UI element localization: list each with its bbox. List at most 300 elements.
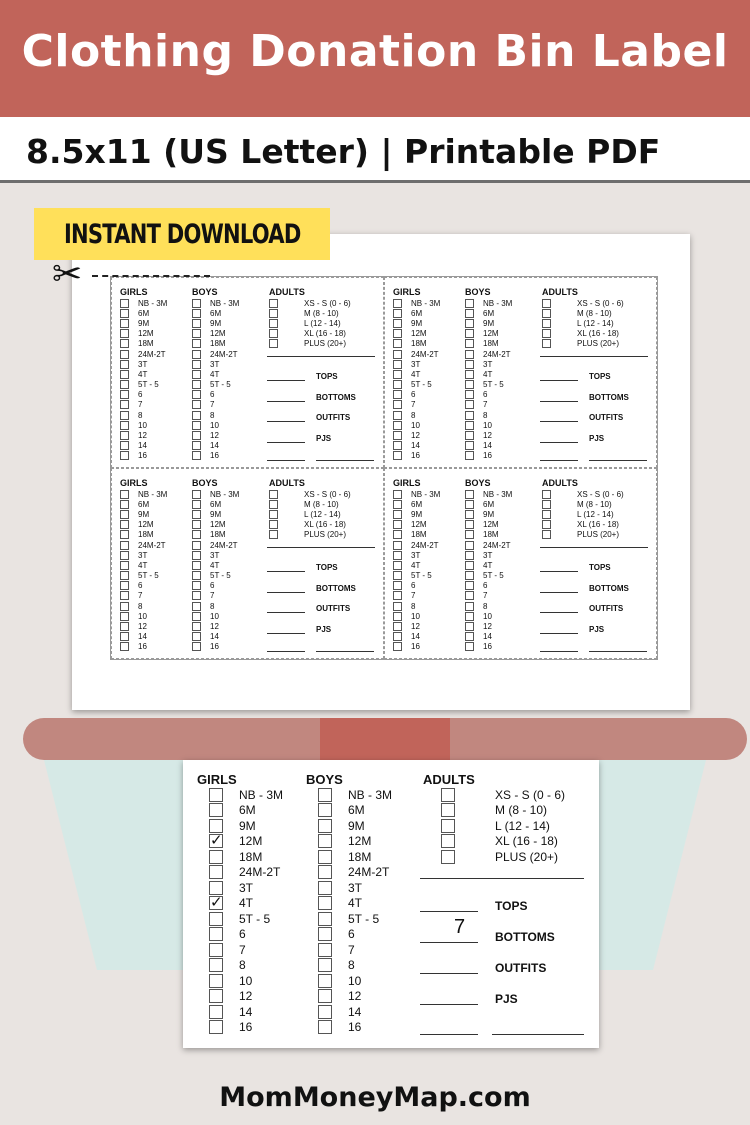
- checkbox: [192, 622, 201, 631]
- size-label: XL (16 - 18): [495, 834, 558, 849]
- size-row: [120, 489, 167, 499]
- checkbox: [120, 431, 129, 440]
- size-row: [465, 509, 512, 519]
- size-row: [465, 308, 512, 318]
- size-label: 16: [411, 451, 420, 461]
- adult-size-row: [269, 308, 351, 318]
- checkbox: [120, 451, 129, 460]
- printable-sheet-preview: [72, 234, 690, 710]
- checkbox: [393, 441, 402, 450]
- size-row: [192, 550, 239, 560]
- count-line: [267, 421, 305, 422]
- count-line: [540, 442, 578, 443]
- checkbox: [465, 632, 474, 641]
- checkbox: [318, 865, 332, 879]
- size-row: [318, 849, 371, 865]
- size-row: [318, 818, 365, 834]
- write-line: [316, 651, 374, 652]
- size-label: PLUS (20+): [495, 849, 559, 864]
- checkbox: [318, 819, 332, 833]
- checkbox: [465, 350, 474, 359]
- checkbox: [192, 360, 201, 369]
- size-label: 14: [411, 632, 420, 642]
- size-label: 14: [138, 632, 147, 642]
- size-label: 9M: [239, 818, 256, 833]
- size-row: [192, 441, 239, 451]
- size-label: 5T - 5: [411, 571, 432, 581]
- size-row: [393, 430, 440, 440]
- checkbox: [465, 520, 474, 529]
- size-label: 10: [138, 611, 147, 621]
- checkbox: [318, 943, 332, 957]
- footer-site: MomMoneyMap.com: [219, 1082, 531, 1113]
- checkbox: [465, 390, 474, 399]
- size-row: [192, 308, 239, 318]
- size-label: 9M: [483, 509, 495, 519]
- size-row: [393, 359, 440, 369]
- checkbox: [269, 490, 278, 499]
- checkbox: [393, 360, 402, 369]
- size-label: 18M: [411, 339, 427, 349]
- checkbox: [393, 451, 402, 460]
- checkbox: [465, 451, 474, 460]
- size-label: 12M: [210, 329, 226, 339]
- checkbox: [318, 927, 332, 941]
- size-label: NB - 3M: [138, 489, 168, 499]
- size-label: 6: [348, 927, 355, 942]
- size-label: 3T: [348, 880, 363, 895]
- checkbox: [120, 561, 129, 570]
- size-label: 24M-2T: [411, 540, 439, 550]
- count-line: [540, 633, 578, 634]
- boys-header: BOYS: [192, 478, 218, 488]
- checkbox: [120, 581, 129, 590]
- size-row: [192, 349, 239, 359]
- category-label: OUTFITS: [495, 961, 547, 975]
- size-row: [120, 329, 167, 339]
- size-label: 24M-2T: [483, 540, 511, 550]
- size-row: [393, 369, 440, 379]
- size-label: 9M: [411, 318, 423, 328]
- size-label: 10: [138, 420, 147, 430]
- girls-header: GIRLS: [393, 287, 421, 297]
- size-label: 18M: [138, 530, 154, 540]
- size-label: 24M-2T: [239, 865, 281, 880]
- size-row: [192, 642, 239, 652]
- size-label: 7: [348, 942, 355, 957]
- size-row: [465, 530, 512, 540]
- size-label: 4T: [210, 369, 220, 379]
- size-label: 6: [483, 390, 488, 400]
- category-label: OUTFITS: [589, 413, 624, 422]
- size-row: [120, 520, 167, 530]
- size-label: 10: [239, 973, 253, 988]
- size-label: 16: [483, 642, 492, 652]
- size-row: [120, 339, 167, 349]
- size-row: [318, 834, 371, 850]
- checkbox: [120, 339, 129, 348]
- adult-size-row: [542, 530, 624, 540]
- checkbox: [465, 551, 474, 560]
- size-label: 24M-2T: [138, 349, 166, 359]
- write-line: [540, 547, 648, 548]
- count-line: [540, 571, 578, 572]
- size-label: 16: [210, 451, 219, 461]
- checkbox: [393, 541, 402, 550]
- size-row: [120, 540, 167, 550]
- size-row: [393, 591, 440, 601]
- checkbox: [192, 490, 201, 499]
- size-row: [465, 642, 512, 652]
- checkbox: [393, 591, 402, 600]
- adult-size-row: [542, 298, 624, 308]
- size-row: [209, 880, 253, 896]
- checkbox: [192, 400, 201, 409]
- size-row: [318, 911, 379, 927]
- size-label: 14: [210, 632, 219, 642]
- write-line: [267, 547, 375, 548]
- size-row: [465, 349, 512, 359]
- size-row: [393, 621, 440, 631]
- size-row: [465, 611, 512, 621]
- checkbox: [393, 370, 402, 379]
- size-label: NB - 3M: [138, 298, 168, 308]
- size-label: 12M: [483, 520, 499, 530]
- size-row: [209, 834, 262, 850]
- size-row: [120, 318, 167, 328]
- size-label: 14: [210, 441, 219, 451]
- size-label: 6M: [138, 499, 150, 509]
- size-row: [393, 318, 440, 328]
- checkbox: [269, 309, 278, 318]
- size-label: 16: [138, 642, 147, 652]
- adults-header: ADULTS: [423, 772, 475, 787]
- size-row: [393, 540, 440, 550]
- size-label: 16: [239, 1020, 253, 1035]
- size-label: 6: [239, 927, 246, 942]
- girls-header: GIRLS: [120, 287, 148, 297]
- size-label: 3T: [138, 359, 148, 369]
- checkbox: [542, 309, 551, 318]
- size-label: 8: [210, 601, 215, 611]
- size-label: 5T - 5: [483, 380, 504, 390]
- adult-size-row: [542, 509, 624, 519]
- checkbox: [393, 612, 402, 621]
- checkbox: [120, 541, 129, 550]
- size-label: 9M: [348, 818, 365, 833]
- size-label: 3T: [483, 359, 493, 369]
- category-label: PJS: [495, 992, 518, 1006]
- adult-size-row: [441, 787, 565, 803]
- size-row: [393, 560, 440, 570]
- count-line: [540, 421, 578, 422]
- size-label: 5T - 5: [239, 911, 271, 926]
- count-line: [420, 1004, 478, 1005]
- count-line: [267, 571, 305, 572]
- size-label: 10: [483, 611, 492, 621]
- size-row: [465, 430, 512, 440]
- checkbox: [269, 299, 278, 308]
- boys-size-column: [465, 278, 512, 461]
- size-label: 10: [210, 420, 219, 430]
- checkbox: [192, 309, 201, 318]
- count-line: [267, 612, 305, 613]
- checkbox: [393, 309, 402, 318]
- size-row: [192, 621, 239, 631]
- checkbox: [465, 431, 474, 440]
- size-row: [192, 390, 239, 400]
- size-label: 9M: [138, 509, 150, 519]
- checkbox: [192, 571, 201, 580]
- checkbox: [465, 329, 474, 338]
- size-label: 3T: [411, 359, 421, 369]
- size-row: [209, 849, 262, 865]
- checkbox: [441, 819, 455, 833]
- size-label: 12: [138, 431, 147, 441]
- size-label: 3T: [239, 880, 254, 895]
- girls-header: GIRLS: [393, 478, 421, 488]
- size-label: 16: [138, 451, 147, 461]
- size-label: NB - 3M: [348, 787, 393, 802]
- size-label: XS - S (0 - 6): [577, 489, 624, 499]
- size-label: 10: [411, 611, 420, 621]
- checkbox: [192, 390, 201, 399]
- girls-header: GIRLS: [197, 772, 237, 787]
- checkbox: [393, 551, 402, 560]
- size-row: [318, 787, 392, 803]
- size-label: NB - 3M: [239, 787, 284, 802]
- category-label: BOTTOMS: [589, 392, 629, 402]
- size-row: [393, 601, 440, 611]
- page-title: Clothing Donation Bin Label: [21, 26, 729, 77]
- size-label: L (12 - 14): [495, 818, 550, 833]
- checkbox: [192, 350, 201, 359]
- checkmark-icon: ✓: [210, 894, 223, 912]
- size-label: 12M: [239, 834, 263, 849]
- category-label: OUTFITS: [316, 413, 351, 422]
- checkbox: [393, 400, 402, 409]
- size-row: [393, 571, 440, 581]
- size-label: 4T: [348, 896, 363, 911]
- adults-header: ADULTS: [542, 287, 578, 297]
- size-row: [192, 581, 239, 591]
- size-label: 6: [483, 581, 488, 591]
- size-label: 6M: [348, 803, 365, 818]
- checkbox: [318, 803, 332, 817]
- size-row: [318, 1020, 361, 1036]
- checkbox: [120, 380, 129, 389]
- size-row: [393, 642, 440, 652]
- checkbox: [465, 411, 474, 420]
- size-label: 8: [138, 410, 143, 420]
- size-label: 5T - 5: [210, 380, 231, 390]
- checkbox: [441, 834, 455, 848]
- size-row: [393, 632, 440, 642]
- size-label: 12: [138, 622, 147, 632]
- boys-header: BOYS: [465, 478, 491, 488]
- girls-size-column: [393, 469, 440, 652]
- size-label: XL (16 - 18): [304, 520, 346, 530]
- size-row: [192, 298, 239, 308]
- size-label: 18M: [210, 530, 226, 540]
- checkbox: [192, 339, 201, 348]
- girls-header: GIRLS: [120, 478, 148, 488]
- size-label: 14: [239, 1004, 253, 1019]
- size-row: [120, 349, 167, 359]
- size-label: 7: [239, 942, 246, 957]
- write-line: [540, 460, 578, 461]
- size-label: 6: [210, 390, 215, 400]
- checkbox: [465, 421, 474, 430]
- size-row: [465, 571, 512, 581]
- checkbox: [120, 329, 129, 338]
- category-label: TOPS: [589, 563, 611, 572]
- checkbox: [393, 642, 402, 651]
- size-row: [192, 499, 239, 509]
- checkbox: [393, 602, 402, 611]
- size-row: [192, 339, 239, 349]
- size-label: 4T: [411, 369, 421, 379]
- checkbox: [465, 612, 474, 621]
- checkbox: [318, 834, 332, 848]
- checkbox: [393, 490, 402, 499]
- write-line: [267, 356, 375, 357]
- size-row: [209, 942, 246, 958]
- category-label: BOTTOMS: [316, 583, 356, 593]
- size-row: [465, 591, 512, 601]
- checkbox: [393, 329, 402, 338]
- checkbox: [209, 1020, 223, 1034]
- size-row: [393, 329, 440, 339]
- size-row: [209, 1004, 252, 1020]
- size-row: [120, 611, 167, 621]
- checkbox: [393, 530, 402, 539]
- category-label: PJS: [316, 624, 332, 634]
- checkbox: [393, 380, 402, 389]
- checkbox: [120, 500, 129, 509]
- size-row: [465, 601, 512, 611]
- size-row: [192, 489, 239, 499]
- size-label: 6: [138, 581, 143, 591]
- write-line: [420, 878, 584, 879]
- checkbox: [441, 850, 455, 864]
- checkbox: [465, 591, 474, 600]
- checkbox: [393, 299, 402, 308]
- size-label: M (8 - 10): [495, 803, 548, 818]
- checkbox: [209, 865, 223, 879]
- size-label: 14: [483, 632, 492, 642]
- size-label: 5T - 5: [210, 571, 231, 581]
- checkbox: [318, 788, 332, 802]
- size-row: [120, 451, 167, 461]
- size-label: 8: [411, 410, 416, 420]
- checkbox: [542, 319, 551, 328]
- count-line: [267, 380, 305, 381]
- checkbox: [192, 380, 201, 389]
- adult-size-row: [542, 329, 624, 339]
- checkbox: [465, 339, 474, 348]
- scissors-icon: ✂: [52, 253, 83, 294]
- size-label: 8: [483, 601, 488, 611]
- bottoms-count: 7: [454, 916, 466, 938]
- checkbox: [393, 339, 402, 348]
- checkbox: [192, 551, 201, 560]
- checkbox: [465, 561, 474, 570]
- size-row: [393, 611, 440, 621]
- size-row: [318, 896, 362, 912]
- size-row: [192, 380, 239, 390]
- boys-header: BOYS: [192, 287, 218, 297]
- write-line: [589, 460, 647, 461]
- size-label: XS - S (0 - 6): [577, 298, 624, 308]
- size-label: 12: [411, 622, 420, 632]
- checkbox: [192, 510, 201, 519]
- size-label: XS - S (0 - 6): [304, 489, 351, 499]
- size-row: [393, 520, 440, 530]
- size-label: 24M-2T: [348, 865, 390, 880]
- checkbox: [120, 642, 129, 651]
- size-label: 8: [239, 958, 246, 973]
- size-row: [120, 380, 167, 390]
- checkbox: [269, 329, 278, 338]
- checkbox: [465, 441, 474, 450]
- adult-size-row: [542, 308, 624, 318]
- checkbox: [120, 612, 129, 621]
- size-label: XS - S (0 - 6): [495, 787, 566, 802]
- size-label: M (8 - 10): [304, 499, 339, 509]
- checkbox: [120, 530, 129, 539]
- checkbox: [465, 622, 474, 631]
- checkbox: [192, 591, 201, 600]
- size-label: 4T: [239, 896, 254, 911]
- size-row: [192, 611, 239, 621]
- size-row: [393, 441, 440, 451]
- checkbox: [192, 319, 201, 328]
- checkbox: [393, 431, 402, 440]
- checkbox: [542, 299, 551, 308]
- size-row: [393, 451, 440, 461]
- checkbox: [209, 927, 223, 941]
- size-label: 5T - 5: [411, 380, 432, 390]
- size-row: [393, 308, 440, 318]
- size-label: 10: [210, 611, 219, 621]
- checkbox: [318, 912, 332, 926]
- size-label: 14: [483, 441, 492, 451]
- adults-header: ADULTS: [269, 478, 305, 488]
- checkbox: [120, 309, 129, 318]
- checkbox: [542, 490, 551, 499]
- size-label: 18M: [239, 849, 263, 864]
- size-row: [318, 958, 355, 974]
- size-row: [318, 973, 361, 989]
- size-row: [120, 369, 167, 379]
- size-label: 9M: [210, 509, 222, 519]
- category-label: PJS: [589, 624, 605, 634]
- size-row: [209, 958, 246, 974]
- checkbox: [393, 510, 402, 519]
- write-line: [316, 460, 374, 461]
- size-label: L (12 - 14): [304, 509, 341, 519]
- checkbox: [542, 520, 551, 529]
- size-row: [209, 896, 253, 912]
- size-label: 10: [348, 973, 362, 988]
- size-row: [465, 420, 512, 430]
- checkbox: [393, 390, 402, 399]
- size-label: 16: [210, 642, 219, 652]
- checkbox: [120, 622, 129, 631]
- count-line: [267, 401, 305, 402]
- label-grid: [110, 276, 658, 660]
